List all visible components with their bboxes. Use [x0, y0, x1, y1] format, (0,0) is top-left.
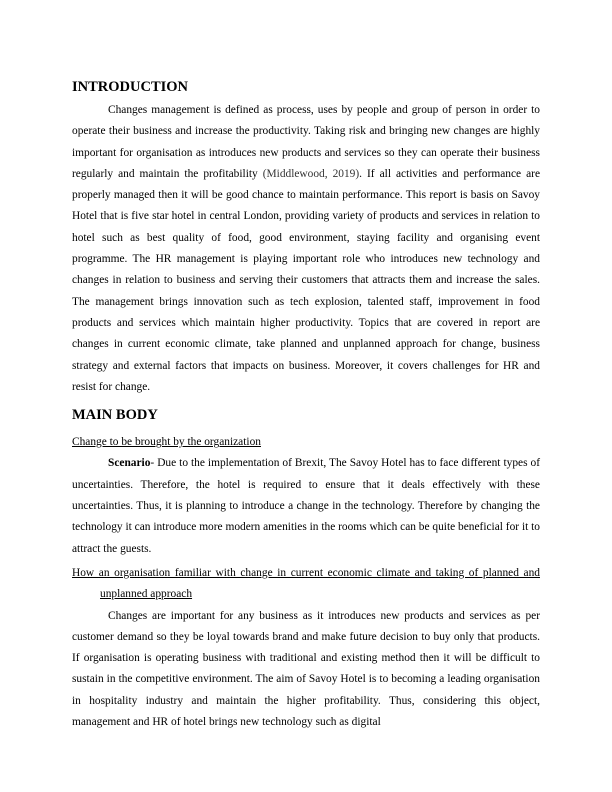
introduction-text-part1: Changes management is defined as process, uses by people and group of person in order to operate their business and increase the productivity. Taking risk and bringing new changes are highly important for organisation as introduces new products and services so they can operate their business regularly and maintain the profitability: [72, 104, 540, 180]
section1-title: Change to be brought by the organization: [72, 436, 261, 449]
main-body-heading: MAIN BODY: [72, 407, 158, 424]
introduction-heading: INTRODUCTION: [72, 79, 189, 95]
introduction-citation: (Middlewood, 2019): [262, 167, 360, 180]
introduction-text-part2: . If all activities and performance are properly managed then it will be good chance to maintain performance. This report is basis on Savoy Hotel that is five star hotel in central London, providing variety of products and services in relation to hotel such as best quality of food, good environment, staying facility and organising event programme. The HR management is playing important role who introduces new technology and changes in relation to business and serving their customers that attracts them and increase the sales. The management brings innovation such as tech explosion, talented staff, improvement in food products and services which maintain higher productivity. Topics that are covered in report are changes in current economic climate, take planned and unplanned approach for change, business strategy and external factors that impacts on business. Moreover, it covers challenges for HR and resist for change.: [72, 167, 540, 393]
section1-lead: Scenario: [108, 457, 151, 470]
section2-paragraph: Changes are important for any business as it introduces new products and services as per customer demand so they be loyal towards brand and make future decision to buy only that products. If organisation is operating business with traditional and existing method then it will be difficult to sustain in the competitive environment. The aim of Savoy Hotel is to becoming a leading organisation in hospitality industry and maintain the higher profitability. Thus, considering this object, management and HR of hotel brings new technology such as digital: [72, 609, 540, 729]
section2-title: How an organisation familiar with change in current economic climate and taking of planned and unplanned approach: [72, 566, 540, 601]
section1-text: - Due to the implementation of Brexit, The Savoy Hotel has to face different types of uncertainties. Therefore, the hotel is required to ensure that it deals effectively with these uncertainties. Thus, it is planning to introduce a change in the technology. Therefore by changing the technology it can introduce more modern amenities in the rooms which can be quite beneficial for it to attract the guests.: [72, 457, 540, 555]
section1-paragraph: [72, 453, 540, 559]
document-page: [72, 74, 540, 733]
introduction-paragraph: [72, 100, 540, 398]
